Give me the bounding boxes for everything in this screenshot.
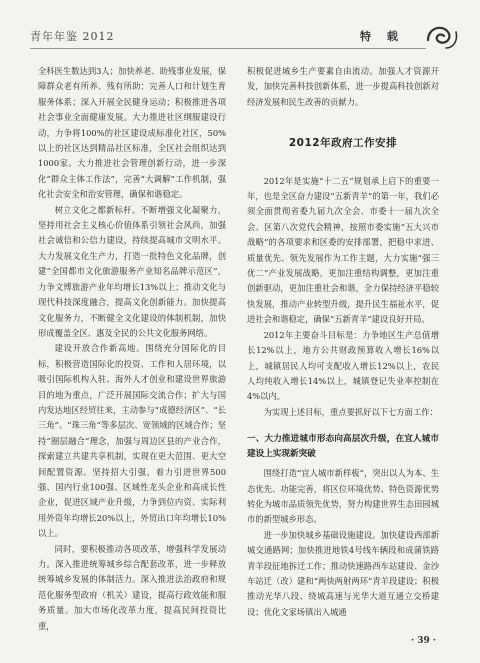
left-column: [38, 64, 226, 634]
header-rule: [30, 48, 426, 49]
right-paragraph: 围绕打造“宜人城市新样板”，突出以人为本、生态优先、功能完善，将区位环境优势、特色资源优势转化为城市品质领先优势，努力构建世界生态田园城市的新型城乡形态。: [247, 468, 439, 525]
right-paragraph: 2012年主要奋斗目标是：力争地区生产总值增长12%以上，地方公共财政预算收入增长16%以上，城镇居民人均可支配收入增长12%以上，农民人均纯收入增长14%以上，城镇登记失业率控制在4%以内。: [247, 329, 439, 402]
right-paragraph: 积极促进城乡生产要素自由流动。加强人才资源开发，加快完善科技创新体系，进一步提高科技创新对经济发展和民生改善的贡献力。: [247, 66, 439, 107]
section-title: 2012年政府工作安排: [288, 137, 398, 150]
section-label: 特 载: [360, 30, 404, 43]
left-paragraph: 建设开放合作新高地。围绕充分国际化的目标，积极营造国际化的投资、工作和人居环境，以吸引国际机构入驻、海外人才创业和建设世界旅游目的地为重点，广泛开展国际交流合作；扩大与国内发达地区经贸往来，主动参与“成德经济区”、“长三角”、“珠三角”等多层次、宽领域的区域合作；坚持“圈层融合”理念，加强与周边区县的产业合作，探索建立共建共享机制，实现在更大范围、更大空间配置资源。坚持招大引强，着力引进世界500强、国内行业100强、区域性龙头企业和高成长性企业，促进区域产业升级，力争到位内资、实际利用外资年均增长20%以上，外贸出口年均增长10%以上。: [38, 343, 226, 539]
right-paragraph: 进一步加快城乡基础设施建设。加快建设西部新城交通路网；加快推进地铁4号线车辆段和成蒲铁路青羊段征地拆迁工作；推动快速路西车站建设、金沙车站迁（改）建和“两快两射两环”青羊段建设；积极推动光华八段、绕城高速与光华大道互通立交桥建设；优化文家场镇出入城通: [247, 529, 439, 617]
right-column: [247, 64, 439, 620]
left-paragraph: 全科医生数达到3人；加快养老、助残事业发展，保障群众老有所养、残有所助；完善人口和计划生育服务体系；深入开展全民健身运动；积极推进各项社会事业全面健康发展。大力推进社区纲服建设行动，力争将100%的社区建设成标准化社区，50%以上的社区达到精品社区标准，全区社会组织达到1000家。大力推进社会管理创新行动，进一步深化“群众主体工作法”，完善“大调解”工作机制，强化社会安全和治安管理，确保和谐稳定。: [38, 66, 226, 200]
yearbook-title: 青年年鉴 2012: [30, 30, 115, 43]
right-paragraph: 2012年是实施“十二五”规划承上启下的重要一年，也是全区奋力建设“五新青羊”的第一年，我们必须全面贯彻省委九届九次全会、市委十一届九次全会、区第八次党代会精神，按照市委实施“五大兴市战略”的各项要求和区委的安排部署，把稳中求进、质量优先、领先发展作为工作主题，大力实施“强三优二”产业发展战略，更加注重结构调整，更加注重创新驱动，更加注重社会和谐，全力保持经济平稳较快发展，推动产业转型升级，提升民生福祉水平，促进社会和谐稳定，确保“五新青羊”建设良好开局。: [247, 175, 439, 325]
page-header: [0, 0, 480, 58]
left-paragraph: 同时，要积极推动各项改革，增强科学发展动力。深入推进统筹城乡综合配套改革，进一步释放统筹城乡发展的体制活力。深入推进法治政府和规范化服务型政府（机关）建设，提高行政效能和服务质量。加大市场化改革力度，提高民间投资比重，: [38, 543, 226, 631]
left-paragraph: 树立文化之都新标杆。不断增强文化凝聚力，坚持用社会主义核心价值体系引领社会风尚，加强社会诚信和公信力建设，持续提高城市文明水平。大力发展文化生产力，打造一批特色文化品牌，创建“全国都市文化旅游服务产业知名品牌示范区”，力争文博旅游产业年均增长13%以上；推动文化与现代科技深度融合，提高文化创新能力。加快提高文化服务力，不断健全文化建设的体制机制，加快形成覆盖全区、惠及全民的公共文化服务网络。: [38, 204, 226, 338]
right-paragraph: 为实现上述目标，重点要抓好以下七方面工作：: [263, 406, 438, 417]
page-number: · 39 ·: [410, 636, 436, 646]
swirl-ornament-icon: [422, 18, 462, 58]
subsection-title: 一、大力推进城市形态向高层次升级，在宜人城市建设上实现新突破: [247, 434, 439, 460]
